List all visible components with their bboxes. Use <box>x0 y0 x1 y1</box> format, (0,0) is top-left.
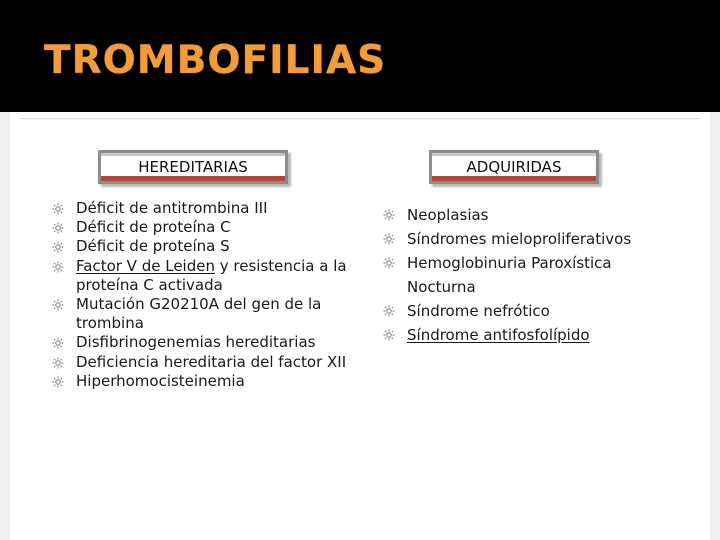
list-item <box>52 295 352 333</box>
item-text: Mutación G20210A del gen de la trombina <box>76 295 322 333</box>
list-item <box>52 218 352 237</box>
item-text: y resistencia a la proteína C activada <box>76 256 347 294</box>
sun-bullet-icon <box>52 376 64 388</box>
factor-v-leiden-link[interactable]: Factor V de Leiden <box>76 256 215 275</box>
list-item <box>52 333 352 352</box>
item-text: Hemoglobinuria Paroxística Nocturna <box>407 254 612 296</box>
list-item <box>383 323 673 347</box>
sun-bullet-icon <box>383 305 395 317</box>
item-text: Déficit de proteína C <box>76 218 231 237</box>
sun-bullet-icon <box>52 261 64 273</box>
list-item <box>52 199 352 218</box>
item-text: Síndromes mieloproliferativos <box>407 230 632 248</box>
adquiridas-header <box>429 150 599 184</box>
adquiridas-list <box>383 203 673 347</box>
hereditarias-header-label: HEREDITARIAS <box>138 158 248 176</box>
list-item <box>383 299 673 323</box>
list-item <box>383 203 673 227</box>
hereditarias-header <box>98 150 288 184</box>
adquiridas-header-label: ADQUIRIDAS <box>466 158 562 176</box>
item-text: Déficit de proteína S <box>76 237 230 256</box>
list-item <box>52 257 352 295</box>
item-text: Disfibrinogenemias hereditarias <box>76 333 316 352</box>
sun-bullet-icon <box>383 257 395 269</box>
item-text: Neoplasias <box>407 206 489 224</box>
sun-bullet-icon <box>52 357 64 369</box>
item-text: Hiperhomocisteinemia <box>76 371 245 390</box>
item-text: Déficit de antitrombina III <box>76 199 268 217</box>
sun-bullet-icon <box>52 337 64 349</box>
item-text: Síndrome nefrótico <box>407 302 550 320</box>
list-item <box>383 251 673 299</box>
item-text: Deficiencia hereditaria del factor XII <box>76 352 347 371</box>
sun-bullet-icon <box>52 299 64 311</box>
list-item <box>52 372 352 391</box>
sun-bullet-icon <box>383 209 395 221</box>
sun-bullet-icon <box>52 203 64 215</box>
title-band <box>0 0 720 112</box>
sindrome-antifosfolipido-link[interactable]: Síndrome antifosfolípido <box>407 326 590 344</box>
list-item <box>52 237 352 256</box>
list-item <box>383 227 673 251</box>
sun-bullet-icon <box>52 222 64 234</box>
sun-bullet-icon <box>383 233 395 245</box>
list-item <box>52 353 352 372</box>
sun-bullet-icon <box>383 329 395 341</box>
slide-title: TROMBOFILIAS <box>44 38 387 83</box>
hereditarias-list <box>52 199 352 391</box>
sun-bullet-icon <box>52 241 64 253</box>
